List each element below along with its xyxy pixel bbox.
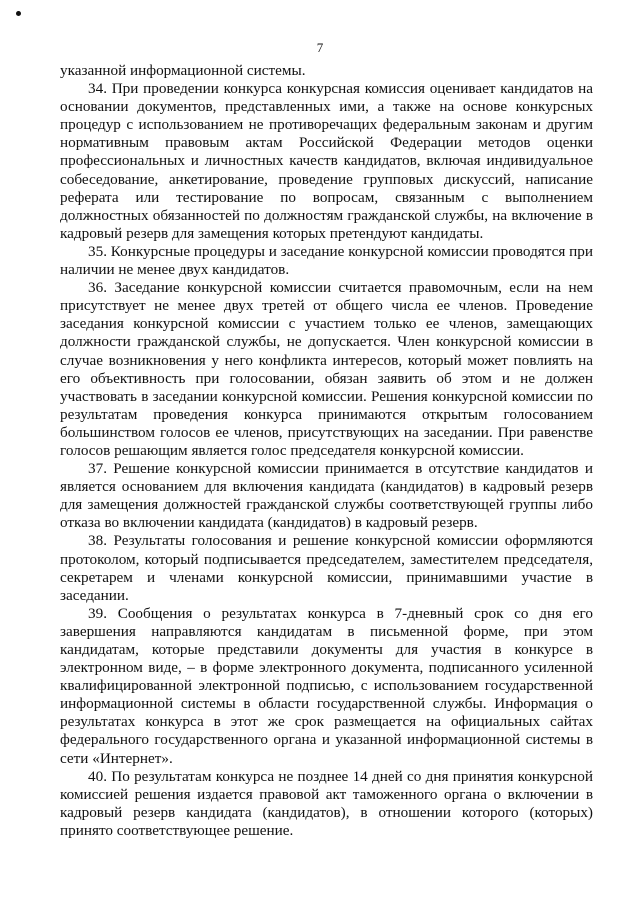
paragraph-40: 40. По результатам конкурса не позднее 14 дней со дня принятия конкурсной комиссией решения издается правовой акт таможенного органа о включении в кадровый резерв кандидата (кандидатов), в отношении которого (которых) принято соответствующее решение. <box>60 767 593 839</box>
paragraph-continuation: указанной информационной системы. <box>60 62 306 79</box>
paragraph-35: 35. Конкурсные процедуры и заседание конкурсной комиссии проводятся при наличии не менее двух кандидатов. <box>60 242 593 279</box>
paragraph-36: 36. Заседание конкурсной комиссии считается правомочным, если на нем присутствует не менее двух третей от общего числа ее членов. Проведение заседания конкурсной комиссии с участием только ее членов, замещающих должности гражданской службы, не допускается. Член конкурсной комиссии в случае возникновения у него конфликта интересов, который может повлиять на его объективность при голосовании, обязан заявить об этом и не должен участвовать в заседании конкурсной комиссии. Решения конкурсной комиссии по результатам проведения конкурса принимаются открытым голосованием большинством голосов ее членов, присутствующих на заседании. При равенстве голосов решающим является голос председателя конкурсной комиссии. <box>60 279 593 459</box>
paragraph-39: 39. Сообщения о результатах конкурса в 7-дневный срок со дня его завершения направляются кандидатам в письменной форме, при этом кандидатам, которые представили документы для участия в конкурсе в электронном виде, – в форме электронного документа, подписанного усиленной квалифицированной электронной подписью, с использованием государственной информационной системы в области государственной службы. Информация о результатах конкурса в этот же срок размещается на официальных сайтах федерального государственного органа и указанной информационной системы в сети «Интернет». <box>60 604 593 767</box>
document-body <box>60 62 593 840</box>
paragraph-37: 37. Решение конкурсной комиссии принимается в отсутствие кандидатов и является основанием для включения кандидата (кандидатов) в кадровый резерв для замещения должностей гражданской службы соответствующей группы либо отказа во включении кандидата (кандидатов) в кадровый резерв. <box>60 460 593 532</box>
paragraph-34: 34. При проведении конкурса конкурсная комиссия оценивает кандидатов на основании документов, представленных ими, а также на основе конкурсных процедур с использованием не противоречащих федеральным законам и другим нормативным правовым актам Российской Федерации методов оценки профессиональных и личностных качеств кандидатов, включая индивидуальное собеседование, анкетирование, проведение групповых дискуссий, написание реферата или тестирование по вопросам, связанным с выполнением должностных обязанностей по должностям гражданской службы, на включение в кадровый резерв для замещения которых претендуют кандидаты. <box>60 80 593 242</box>
scan-dot-mark <box>16 11 21 16</box>
paragraph-38: 38. Результаты голосования и решение конкурсной комиссии оформляются протоколом, который подписывается председателем, заместителем председателя, секретарем и членами конкурсной комиссии, принимавшими участие в заседании. <box>60 532 593 604</box>
page-number: 7 <box>316 40 324 55</box>
